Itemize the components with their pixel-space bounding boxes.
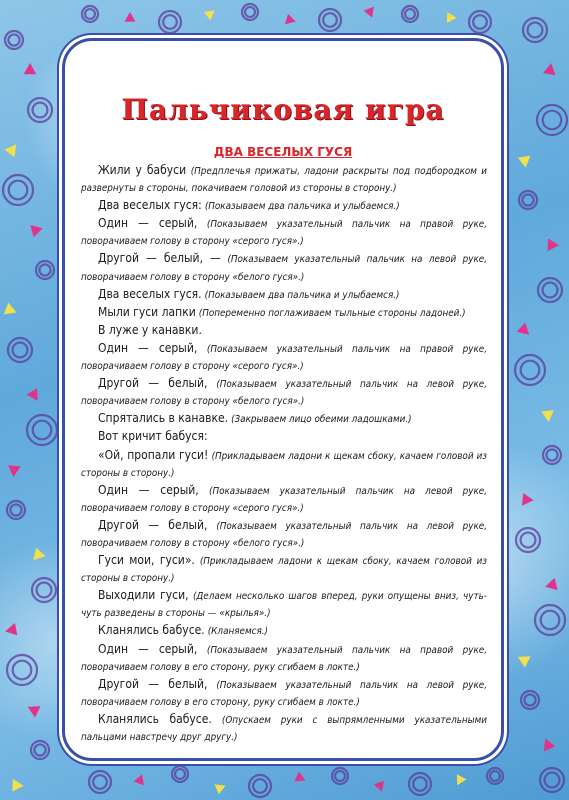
ring-icon — [7, 501, 25, 519]
poem-stanza — [81, 552, 487, 587]
poem-line: Вот кричит бабуся: — [98, 429, 208, 444]
poem-stanza — [81, 375, 487, 410]
ring-icon — [89, 771, 111, 793]
poem-stanza — [81, 641, 487, 676]
instruction-text: (Предплечья прижаты, ладони раскрыты под подбородком и развернуты в стороны, покачиваем головой из стороны в сторону.) — [81, 166, 487, 195]
poem-line: Один — серый, — [98, 641, 198, 656]
triangle-icon — [452, 774, 466, 788]
poem-line: В луже у канавки. — [98, 322, 202, 337]
poem-stanza — [81, 482, 487, 517]
poem-stanza — [81, 622, 487, 640]
ring-icon — [409, 773, 431, 795]
triangle-icon — [374, 781, 387, 794]
ring-icon — [8, 338, 32, 362]
triangle-icon — [4, 141, 21, 158]
poem-line: Один — серый, — [98, 216, 198, 231]
triangle-icon — [285, 14, 297, 27]
ring-icon — [28, 98, 52, 122]
poem-line: Кланялись бабусе. — [98, 623, 205, 638]
ring-icon — [543, 446, 561, 464]
instruction-text: (Показываем два пальчика и улыбаемся.) — [204, 201, 400, 213]
ring-icon — [31, 741, 49, 759]
triangle-icon — [215, 781, 228, 795]
content-card — [62, 38, 504, 761]
poem-line: Другой — белый, — [98, 517, 208, 532]
instruction-text: (Показываем указательный пальчик на левой руке, поворачиваем голову в сторону «белого гуся».) — [81, 254, 487, 283]
poem-stanza — [81, 304, 487, 322]
poem-title: ДВА ВЕСЕЛЫХ ГУСЯ — [213, 145, 353, 159]
instruction-text: (Показываем указательный пальчик на правой руке, поворачиваем голову в сторону «серого гуся».) — [81, 219, 487, 248]
ring-icon — [82, 6, 98, 22]
poem-line: Выходили гуси, — [98, 588, 189, 603]
poem-line: Спрятались в канавке. — [98, 411, 229, 426]
triangle-icon — [541, 410, 555, 422]
poem-line: Мыли гуси лапки — [98, 304, 196, 319]
triangle-icon — [543, 62, 557, 75]
poem-line: Один — серый, — [98, 340, 198, 355]
ring-icon — [159, 11, 181, 33]
instruction-text: (Кланяемся.) — [207, 626, 268, 638]
ring-icon — [319, 9, 341, 31]
poem-stanza — [81, 676, 487, 711]
instruction-text: (Показываем указательный пальчик на левой руке, поворачиваем голову в его сторону, руку сгибаем в локте.) — [81, 679, 487, 708]
triangle-icon — [515, 651, 531, 667]
ring-icon — [36, 261, 54, 279]
ring-icon — [521, 691, 539, 709]
triangle-icon — [295, 772, 308, 786]
instruction-text: (Показываем указательный пальчик на левой руке, поворачиваем голову в сторону «белого гуся».) — [81, 520, 487, 549]
poem-stanza — [81, 215, 487, 250]
instruction-text: (Показываем указательный пальчик на правой руке, поворачиваем голову в его сторону, руку сгибаем в локте.) — [81, 644, 487, 673]
poem-stanza — [81, 340, 487, 375]
triangle-icon — [364, 7, 378, 20]
ring-icon — [3, 175, 33, 205]
triangle-icon — [4, 623, 17, 638]
poem-stanza — [81, 587, 487, 622]
triangle-icon — [7, 776, 23, 792]
triangle-icon — [540, 736, 556, 751]
poem-line: Другой — белый, — [98, 376, 208, 391]
poem-line: Гуси мои, гуси». — [98, 553, 195, 568]
poem-line: Жили у бабуси — [98, 163, 187, 177]
triangle-icon — [204, 6, 218, 20]
instruction-text: (Попеременно поглаживаем тыльные стороны ладоней.) — [198, 307, 466, 319]
poem-stanza — [81, 410, 487, 428]
instruction-text: (Опускаем руки с выпрямленными указательными пальцами навстречу друг другу.) — [81, 714, 487, 743]
poem-line: Кланялись бабусе. — [98, 711, 212, 726]
ring-icon — [242, 4, 258, 20]
ring-icon — [523, 18, 547, 42]
triangle-icon — [517, 323, 534, 340]
triangle-icon — [544, 578, 558, 593]
triangle-icon — [134, 773, 147, 786]
ring-icon — [32, 578, 56, 602]
ring-icon — [402, 6, 418, 22]
triangle-icon — [26, 388, 43, 404]
ring-icon — [519, 191, 537, 209]
ring-icon — [515, 355, 545, 385]
poem-stanza — [81, 250, 487, 285]
instruction-text: (Закрываем лицо обеими ладошками.) — [231, 414, 412, 426]
triangle-icon — [29, 548, 46, 565]
instruction-text: (Показываем указательный пальчик на левой руке, поворачиваем голову в сторону «серого гуся».) — [81, 485, 488, 514]
triangle-icon — [4, 303, 19, 319]
poem-body — [81, 162, 487, 746]
triangle-icon — [125, 12, 136, 22]
triangle-icon — [442, 12, 456, 26]
poem-line: Один — серый, — [98, 482, 199, 497]
ring-icon — [7, 655, 37, 685]
instruction-text: (Показываем два пальчика и улыбаемся.) — [204, 289, 400, 301]
triangle-icon — [30, 222, 44, 237]
page-title: Пальчиковая игра — [121, 93, 445, 126]
poem-line: Другой — белый, — — [98, 251, 221, 266]
poem-stanza — [81, 197, 487, 215]
ring-icon — [172, 766, 188, 782]
poem-stanza — [81, 286, 487, 304]
ring-icon — [27, 415, 57, 445]
triangle-icon — [548, 239, 560, 252]
poem-line: Два веселых гуся. — [98, 286, 202, 301]
poem-stanza — [81, 711, 487, 746]
poem-stanza — [81, 428, 487, 446]
triangle-icon — [24, 63, 37, 74]
triangle-icon — [517, 493, 534, 509]
instruction-text: (Прикладываем ладони к щекам сбоку, качаем головой из стороны в сторону.) — [81, 556, 487, 585]
poem-line: Другой — белый, — [98, 676, 208, 691]
ring-icon — [249, 775, 271, 797]
ring-icon — [5, 31, 23, 49]
instruction-text: (Делаем несколько шагов вперед, руки опущены вниз, чуть-чуть разведены в стороны — «крылья».) — [81, 591, 487, 620]
instruction-text: (Показываем указательный пальчик на левой руке, поворачиваем голову в сторону «белого гуся».) — [81, 379, 487, 408]
ring-icon — [535, 605, 565, 635]
instruction-text: (Прикладываем ладони к щекам сбоку, качаем головой из стороны в сторону.) — [81, 450, 488, 479]
instruction-text: (Показываем указательный пальчик на правой руке, поворачиваем голову в сторону «серого гуся».) — [81, 343, 487, 373]
poem-line: Два веселых гуся: — [98, 198, 202, 213]
ring-icon — [540, 768, 564, 792]
ring-icon — [487, 768, 503, 784]
ring-icon — [469, 11, 491, 33]
poem-stanza — [81, 322, 487, 340]
ring-icon — [538, 278, 562, 302]
poem-stanza — [81, 517, 487, 552]
triangle-icon — [25, 701, 41, 717]
poem-stanza — [81, 447, 487, 482]
ring-icon — [332, 768, 348, 784]
ring-icon — [516, 528, 540, 552]
poem-stanza — [81, 162, 487, 197]
poem-line: «Ой, пропали гуси! — [98, 447, 209, 462]
ring-icon — [537, 105, 567, 135]
triangle-icon — [518, 151, 535, 168]
triangle-icon — [7, 465, 21, 477]
